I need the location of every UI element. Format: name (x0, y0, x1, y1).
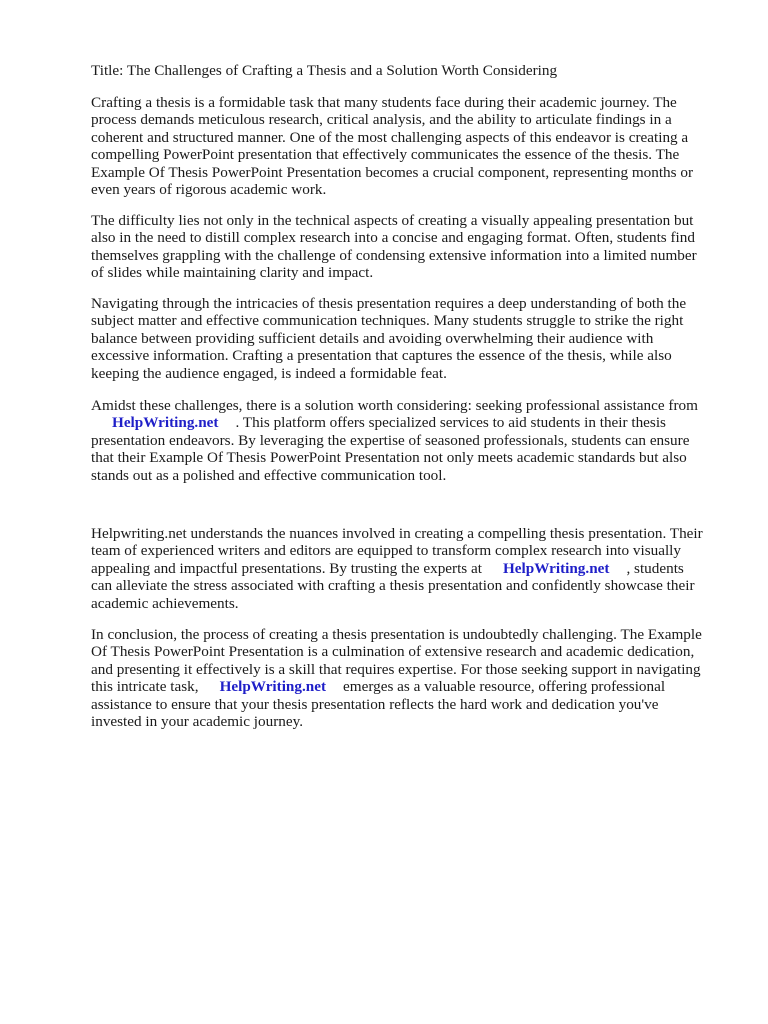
text-segment: The difficulty lies not only in the technical aspects of creating a visually appealing presentation but (91, 212, 694, 229)
text-line (91, 264, 731, 281)
text-segment: themselves grappling with the challenge of condensing extensive information into a limited number (91, 246, 697, 264)
text-line (91, 595, 731, 612)
text-line (91, 432, 731, 449)
text-line (91, 560, 731, 577)
text-segment: compelling PowerPoint presentation that effectively communicates the essence of the thesis. The (91, 146, 680, 164)
text-line (91, 330, 731, 347)
text-line (91, 94, 731, 111)
text-segment: team of experienced writers and editors are equipped to transform complex research into visually (91, 542, 681, 560)
helpwriting-link[interactable]: HelpWriting.net (112, 414, 219, 432)
text-segment: academic achievements. (91, 594, 239, 612)
paragraph (91, 94, 731, 198)
text-segment: excessive information. Crafting a presentation that captures the essence of the thesis, while also (91, 347, 672, 365)
text-line (91, 713, 731, 730)
text-segment: Helpwriting.net understands the nuances involved in creating a compelling thesis presentation. Their (91, 525, 703, 542)
text-line (91, 212, 731, 229)
paragraph (91, 525, 731, 612)
text-segment: this intricate task, (91, 678, 199, 696)
text-segment: Of Thesis PowerPoint Presentation is a culmination of extensive research and academic dedication, (91, 643, 695, 661)
text-line (91, 247, 731, 264)
helpwriting-link[interactable]: HelpWriting.net (502, 559, 610, 577)
text-line (91, 129, 731, 146)
paragraph (91, 397, 731, 484)
text-line (91, 111, 731, 128)
text-segment: appealing and impactful presentations. By trusting the experts at (91, 559, 482, 577)
text-segment: that their Example Of Thesis PowerPoint Presentation not only meets academic standards but also (91, 449, 687, 467)
text-line (91, 414, 731, 431)
text-line (91, 525, 731, 542)
text-segment: , students (626, 559, 684, 577)
text-segment: assistance to ensure that your thesis presentation reflects the hard work and dedication you've (91, 695, 659, 713)
text-segment: keeping the audience engaged, is indeed a formidable feat. (91, 364, 447, 382)
text-line (91, 467, 731, 484)
text-segment: presentation endeavors. By leveraging the expertise of seasoned professionals, students can ensure (91, 431, 690, 449)
text-line (91, 626, 731, 643)
text-segment: Navigating through the intricacies of thesis presentation requires a deep understanding of both the (91, 295, 687, 312)
text-segment: subject matter and effective communication techniques. Many students struggle to strike the right (91, 312, 684, 330)
text-segment: invested in your academic journey. (91, 712, 303, 730)
text-segment: Example Of Thesis PowerPoint Presentation becomes a crucial component, representing months or (91, 163, 694, 181)
text-segment: balance between providing sufficient details and avoiding overwhelming their audience with (91, 329, 654, 347)
text-line (91, 449, 731, 466)
text-segment: Crafting a thesis is a formidable task that many students face during their academic journey. The (91, 94, 677, 111)
text-line (91, 312, 731, 329)
text-line (91, 661, 731, 678)
paragraph (91, 626, 731, 730)
text-segment: of slides while maintaining clarity and impact. (91, 264, 374, 282)
text-segment: process demands meticulous research, critical analysis, and the ability to articulate findings in a (91, 111, 672, 129)
text-line (91, 229, 731, 246)
text-line (91, 577, 731, 594)
text-segment: coherent and structured manner. One of the most challenging aspects of this endeavor is creating a (91, 128, 689, 146)
text-line (91, 164, 731, 181)
document-title: Title: The Challenges of Crafting a Thesis and a Solution Worth Considering (91, 62, 558, 79)
text-line (91, 696, 731, 713)
text-segment: In conclusion, the process of creating a thesis presentation is undoubtedly challenging. The Example (91, 626, 702, 643)
text-line (91, 678, 731, 695)
text-segment: can alleviate the stress associated with crafting a thesis presentation and confidently showcase their (91, 577, 695, 595)
text-line (91, 397, 731, 414)
text-line (91, 643, 731, 660)
text-segment: and presenting it effectively is a skill that requires expertise. For those seeking support in navigating (91, 660, 701, 678)
text-line (91, 181, 731, 198)
text-segment: even years of rigorous academic work. (91, 180, 327, 198)
text-line (91, 146, 731, 163)
text-segment: Amidst these challenges, there is a solution worth considering: seeking professional assistance from (91, 397, 698, 414)
text-line (91, 365, 731, 382)
text-segment: emerges as a valuable resource, offering professional (343, 678, 666, 696)
text-line (91, 542, 731, 559)
text-segment: also in the need to distill complex research into a concise and engaging format. Often, students find (91, 229, 695, 247)
text-line (91, 295, 731, 312)
helpwriting-link[interactable]: HelpWriting.net (219, 678, 327, 696)
text-segment: stands out as a polished and effective communication tool. (91, 466, 447, 484)
paragraph (91, 295, 731, 382)
paragraph (91, 212, 731, 282)
text-segment: . This platform offers specialized services to aid students in their thesis (235, 414, 666, 432)
text-line (91, 347, 731, 364)
document-title-block (91, 62, 731, 79)
